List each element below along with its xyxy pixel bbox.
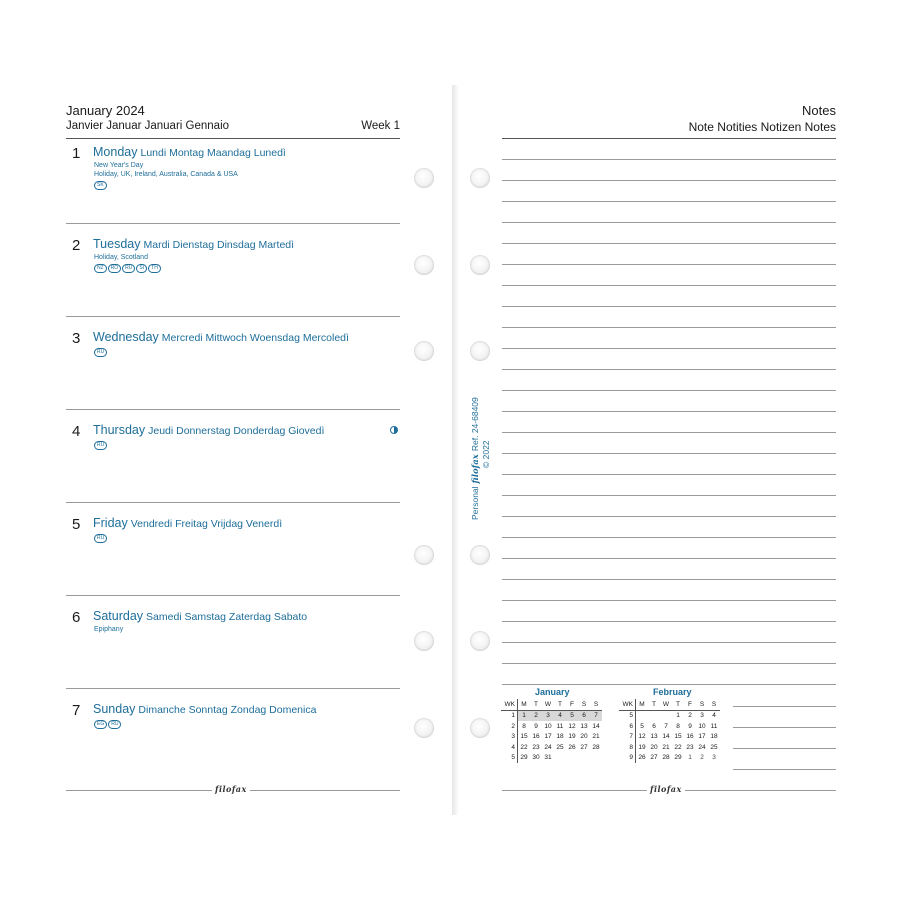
calendar-day-cell[interactable]: 12 [638, 733, 646, 741]
day-name: Monday [93, 145, 138, 159]
country-badge: SI [136, 264, 147, 273]
calendar-day-cell[interactable]: 17 [544, 733, 552, 741]
calendar-day-cell[interactable]: 1 [518, 710, 531, 721]
country-badge: RU [94, 441, 107, 450]
calendar-day-cell[interactable]: 3 [700, 712, 704, 720]
calendar-day-cell[interactable] [590, 753, 602, 764]
calendar-day-cell[interactable] [660, 710, 672, 721]
country-badge: RU [108, 720, 121, 729]
first-quarter-moon-icon [390, 426, 398, 434]
note-line[interactable] [502, 243, 836, 244]
note-line[interactable] [502, 537, 836, 538]
calendar-header-cell: S [708, 699, 720, 710]
country-badge: EG [94, 720, 107, 729]
punch-hole [414, 341, 434, 361]
note-line[interactable] [502, 390, 836, 391]
day-name-row [93, 330, 349, 344]
calendar-header-cell: T [530, 699, 542, 710]
note-line[interactable] [502, 411, 836, 412]
note-line[interactable] [502, 285, 836, 286]
note-line[interactable] [502, 558, 836, 559]
day-number: 7 [72, 702, 81, 719]
note-line[interactable] [502, 453, 836, 454]
day-name-row [93, 237, 294, 251]
calendar-day-cell[interactable]: 26 [568, 743, 576, 751]
day-name: Friday [93, 516, 128, 530]
note-line[interactable] [502, 642, 836, 643]
calendar-header-cell: S [590, 699, 602, 710]
country-badge: RU [122, 264, 135, 273]
calendar-day-cell[interactable]: 24 [544, 743, 552, 751]
day-entry[interactable] [66, 516, 400, 602]
day-number: 1 [72, 145, 81, 162]
month-translations: Janvier Januar Januari Gennaio [66, 120, 230, 132]
calendar-day-cell[interactable]: 6 [652, 722, 656, 730]
punch-hole [414, 545, 434, 565]
punch-hole [470, 631, 490, 651]
calendar-day-cell[interactable]: 24 [698, 743, 706, 751]
day-name: Wednesday [93, 330, 159, 344]
product-reference [470, 397, 481, 520]
day-entry[interactable] [66, 609, 400, 695]
week-number-cell: 7 [619, 732, 636, 743]
calendar-day-cell[interactable]: 14 [592, 722, 600, 730]
month-title: January 2024 [66, 103, 145, 118]
calendar-day-cell[interactable]: 21 [662, 743, 670, 751]
calendar-day-cell[interactable]: 3 [712, 754, 716, 762]
calendar-day-cell[interactable]: 15 [674, 733, 682, 741]
calendar-header-cell: M [636, 699, 649, 710]
calendar-day-cell[interactable]: 15 [520, 733, 528, 741]
calendar-day-cell[interactable]: 8 [676, 722, 680, 730]
calendar-day-cell[interactable]: 10 [544, 722, 552, 730]
calendar-day-cell[interactable]: 5 [566, 710, 578, 721]
note-line[interactable] [733, 706, 836, 707]
day-divider [66, 595, 400, 596]
calendar-header-cell: T [554, 699, 566, 710]
calendar-day-cell[interactable]: 23 [532, 743, 540, 751]
calendar-day-cell[interactable]: 11 [710, 722, 718, 730]
punch-hole [470, 718, 490, 738]
day-name-row [93, 145, 286, 159]
calendar-day-cell[interactable]: 28 [592, 743, 600, 751]
country-badge: SK [94, 181, 107, 190]
note-line[interactable] [502, 348, 836, 349]
holiday-note: Holiday, Scotland [94, 254, 148, 261]
day-number: 4 [72, 423, 81, 440]
day-divider [66, 223, 400, 224]
country-badges [94, 720, 122, 738]
week-number-cell: 5 [619, 710, 636, 721]
calendar-day-cell[interactable]: 22 [520, 743, 528, 751]
country-badges [94, 534, 108, 552]
country-badges [94, 264, 162, 282]
week-number-cell: 4 [501, 742, 518, 753]
notes-title: Notes [802, 103, 836, 118]
calendar-day-cell[interactable]: 14 [662, 733, 670, 741]
week-number-cell: 9 [619, 753, 636, 764]
calendar-month-title: February [653, 687, 692, 697]
ref-text: Personal [470, 486, 480, 520]
calendar-day-cell[interactable]: 23 [686, 743, 694, 751]
calendar-day-cell[interactable] [554, 753, 566, 764]
calendar-day-cell[interactable]: 16 [532, 733, 540, 741]
note-line[interactable] [502, 327, 836, 328]
note-line[interactable] [502, 159, 836, 160]
calendar-header-cell: T [648, 699, 660, 710]
ref-brand: filofax [471, 454, 481, 484]
day-divider [66, 688, 400, 689]
day-name-row [93, 516, 282, 530]
note-line[interactable] [502, 621, 836, 622]
country-badge: TH [148, 264, 161, 273]
punch-hole [414, 631, 434, 651]
punch-hole [414, 168, 434, 188]
day-divider [66, 316, 400, 317]
week-label: Week 1 [361, 120, 400, 132]
country-badges [94, 348, 108, 366]
calendar-day-cell[interactable]: 29 [674, 754, 682, 762]
calendar-day-cell[interactable]: 29 [520, 754, 528, 762]
calendar-header-cell: WK [501, 699, 518, 710]
day-name-translations: Lundi Montag Maandag Lunedì [140, 147, 286, 159]
note-line[interactable] [502, 180, 836, 181]
calendar-day-cell[interactable]: 10 [698, 722, 706, 730]
day-name-translations: Mardi Dienstag Dinsdag Martedì [143, 239, 295, 251]
week-number-cell: 5 [501, 753, 518, 764]
punch-hole [470, 168, 490, 188]
calendar-day-cell[interactable]: 1 [688, 754, 692, 762]
calendar-header-cell: T [672, 699, 684, 710]
week-number-cell: 3 [501, 732, 518, 743]
day-name-translations: Jeudi Donnerstag Donderdag Giovedì [148, 425, 325, 437]
day-name-translations: Dimanche Sonntag Zondag Domenica [138, 704, 317, 716]
calendar-day-cell[interactable]: 5 [640, 722, 644, 730]
punch-hole [414, 255, 434, 275]
calendar-header-cell: F [566, 699, 578, 710]
note-line[interactable] [502, 369, 836, 370]
note-line[interactable] [502, 663, 836, 664]
calendar-day-cell[interactable]: 27 [650, 754, 658, 762]
calendar-header-cell: F [684, 699, 696, 710]
note-line[interactable] [733, 727, 836, 728]
calendar-day-cell[interactable]: 26 [638, 754, 646, 762]
note-line[interactable] [502, 579, 836, 580]
calendar-header-cell: WK [619, 699, 636, 710]
day-name-row [93, 423, 324, 437]
day-entry[interactable] [66, 145, 400, 231]
filofax-logo: filofax [647, 784, 685, 794]
mini-calendar [619, 687, 720, 763]
ref-code: Ref. 24-68409 [470, 397, 480, 452]
day-divider [66, 409, 400, 410]
calendar-header-cell: M [518, 699, 531, 710]
note-line[interactable] [502, 600, 836, 601]
note-line[interactable] [502, 432, 836, 433]
punch-hole [470, 341, 490, 361]
calendar-day-cell[interactable]: 28 [662, 754, 670, 762]
day-entry[interactable] [66, 702, 400, 788]
week-number-cell: 1 [501, 710, 518, 721]
calendar-day-cell[interactable]: 2 [700, 754, 704, 762]
country-badge: RO [108, 264, 122, 273]
note-line[interactable] [502, 684, 836, 685]
day-name-row [93, 702, 316, 716]
calendar-header-cell: W [660, 699, 672, 710]
calendar-day-cell[interactable] [578, 753, 590, 764]
week-number-cell: 6 [619, 721, 636, 732]
calendar-day-cell[interactable]: 2 [688, 712, 692, 720]
calendar-day-cell[interactable]: 2 [530, 710, 542, 721]
day-name-row [93, 609, 307, 623]
calendar-header-cell: S [696, 699, 708, 710]
calendar-day-cell[interactable]: 9 [688, 722, 692, 730]
calendar-day-cell[interactable]: 18 [710, 733, 718, 741]
calendar-grid [619, 699, 720, 763]
week-number-cell: 2 [501, 721, 518, 732]
notes-translations: Note Notities Notizen Notes [688, 120, 836, 134]
calendar-day-cell[interactable]: 19 [638, 743, 646, 751]
calendar-day-cell[interactable]: 16 [686, 733, 694, 741]
copyright: © 2022 [481, 440, 491, 468]
day-name: Tuesday [93, 237, 141, 251]
day-number: 2 [72, 237, 81, 254]
calendar-day-cell[interactable] [648, 710, 660, 721]
calendar-day-cell[interactable]: 9 [534, 722, 538, 730]
calendar-grid [501, 699, 602, 763]
note-line[interactable] [502, 474, 836, 475]
day-divider [66, 502, 400, 503]
punch-hole [414, 718, 434, 738]
calendar-day-cell[interactable]: 18 [556, 733, 564, 741]
day-entry[interactable] [66, 330, 400, 416]
note-line[interactable] [502, 264, 836, 265]
country-badge: NZ [94, 264, 107, 273]
notes-header-rule [502, 138, 836, 139]
calendar-day-cell[interactable]: 6 [578, 710, 590, 721]
calendar-month-title: January [535, 687, 570, 697]
calendar-day-cell[interactable] [566, 753, 578, 764]
calendar-day-cell[interactable]: 7 [590, 710, 602, 721]
note-line[interactable] [502, 222, 836, 223]
calendar-day-cell[interactable]: 4 [712, 712, 716, 720]
punch-hole [470, 255, 490, 275]
day-entry[interactable] [66, 237, 400, 323]
calendar-day-cell[interactable]: 1 [676, 712, 680, 720]
calendar-day-cell[interactable]: 4 [554, 710, 566, 721]
calendar-day-cell[interactable]: 30 [532, 754, 540, 762]
punch-hole [470, 545, 490, 565]
calendar-day-cell[interactable]: 7 [664, 722, 668, 730]
day-name-translations: Vendredi Freitag Vrijdag Venerdì [130, 518, 283, 530]
calendar-day-cell[interactable]: 8 [522, 722, 526, 730]
calendar-day-cell[interactable]: 3 [542, 710, 554, 721]
calendar-day-cell[interactable]: 13 [650, 733, 658, 741]
day-number: 5 [72, 516, 81, 533]
day-number: 3 [72, 330, 81, 347]
month-header [66, 103, 400, 118]
calendar-day-cell[interactable]: 20 [650, 743, 658, 751]
note-line[interactable] [502, 516, 836, 517]
day-name-translations: Samedi Samstag Zaterdag Sabato [146, 611, 308, 623]
day-name: Sunday [93, 702, 136, 716]
calendar-day-cell[interactable]: 25 [556, 743, 564, 751]
calendar-day-cell[interactable]: 31 [544, 754, 552, 762]
week-number-cell: 8 [619, 742, 636, 753]
day-name: Thursday [93, 423, 146, 437]
calendar-day-cell[interactable]: 11 [556, 722, 564, 730]
filofax-logo: filofax [212, 784, 250, 794]
day-number: 6 [72, 609, 81, 626]
calendar-day-cell[interactable]: 22 [674, 743, 682, 751]
calendar-day-cell[interactable]: 27 [580, 743, 588, 751]
day-name-translations: Mercredi Mittwoch Woensdag Mercoledì [161, 332, 349, 344]
note-line[interactable] [502, 201, 836, 202]
note-line[interactable] [502, 306, 836, 307]
holiday-note: Holiday, UK, Ireland, Australia, Canada & USA [94, 171, 238, 178]
day-name: Saturday [93, 609, 144, 623]
calendar-day-cell[interactable]: 19 [568, 733, 576, 741]
calendar-day-cell[interactable]: 13 [580, 722, 588, 730]
note-line[interactable] [733, 748, 836, 749]
day-entry[interactable] [66, 423, 400, 509]
country-badges [94, 181, 108, 199]
note-line[interactable] [733, 769, 836, 770]
calendar-day-cell[interactable]: 12 [568, 722, 576, 730]
note-line[interactable] [502, 495, 836, 496]
country-badges [94, 441, 108, 459]
calendar-day-cell[interactable]: 17 [698, 733, 706, 741]
holiday-note: Epiphany [94, 626, 124, 633]
country-badge: RU [94, 348, 107, 357]
header-rule [66, 138, 400, 139]
calendar-day-cell[interactable]: 20 [580, 733, 588, 741]
calendar-header-cell: W [542, 699, 554, 710]
calendar-day-cell[interactable]: 25 [710, 743, 718, 751]
mini-calendar [501, 687, 602, 763]
holiday-note: New Year's Day [94, 162, 144, 169]
calendar-day-cell[interactable]: 21 [592, 733, 600, 741]
country-badge: RU [94, 534, 107, 543]
calendar-header-cell: S [578, 699, 590, 710]
calendar-day-cell[interactable] [636, 710, 649, 721]
